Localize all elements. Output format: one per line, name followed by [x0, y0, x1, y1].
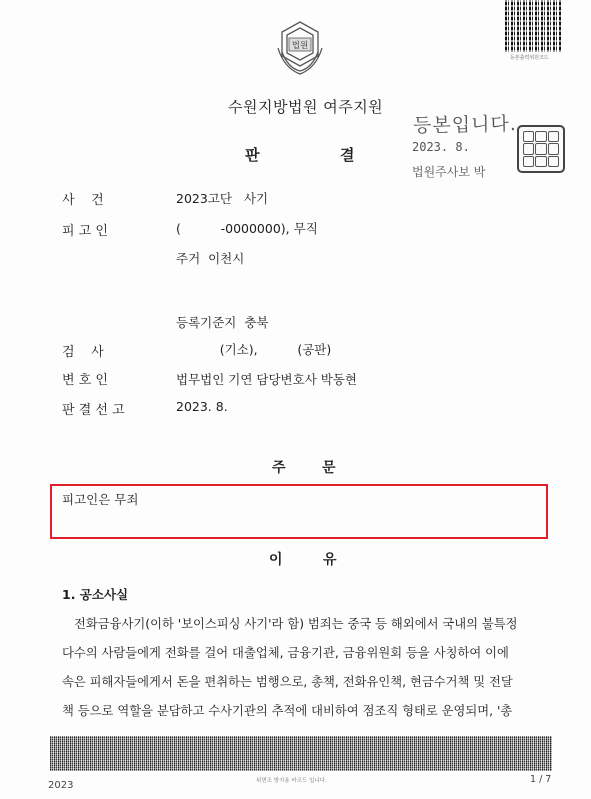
anti-forgery-barcode-top — [505, 0, 561, 52]
certified-copy-clerk: 법원주사보 박 — [412, 165, 486, 179]
verdict-date-label: 판 결 선 고 — [62, 403, 125, 418]
residence-value: 주거 이천시 — [176, 251, 245, 266]
certified-copy-stamp: 등본입니다. — [412, 113, 518, 137]
judgment-title-part1: 판 — [245, 146, 260, 164]
reasons-heading-part1: 이 — [269, 552, 283, 568]
svg-text:법원: 법원 — [291, 41, 309, 51]
counsel-value: 법무법인 기연 담당변호사 박동현 — [176, 372, 357, 387]
paragraph-line: 다수의 사람들에게 전화를 걸어 대출업체, 금융기관, 금융위원회 등을 사칭하여 이에 — [62, 646, 509, 660]
certified-copy-date: 2023. 8. — [412, 140, 470, 154]
footer-year: 2023 — [48, 780, 74, 791]
court-name: 수원지방법원 여주지원 — [228, 98, 384, 116]
barcode-caption: 등본출력위원코드 — [510, 55, 549, 61]
prosecutor-value: (기소), (공판) — [176, 342, 332, 357]
page-number: 1 / 7 — [530, 774, 552, 785]
counsel-label: 변 호 인 — [62, 373, 108, 388]
case-label: 사 건 — [62, 193, 104, 208]
paragraph-line: 속은 피해자들에게서 돈을 편취하는 범행으로, 총책, 전화유인책, 현금수거책 및 전달 — [62, 675, 513, 689]
case-value: 2023고단 사기 — [176, 191, 269, 206]
reasons-heading-part2: 유 — [323, 552, 337, 568]
registered-domicile-value: 등록기준지 충북 — [176, 315, 269, 330]
defendant-label: 피 고 인 — [62, 224, 108, 239]
prosecutor-label: 검 사 — [62, 345, 104, 360]
anti-forgery-barcode-bottom — [50, 736, 552, 771]
paragraph-line: 책 등으로 역할을 분담하고 수사기관의 추적에 대비하여 점조직 형태로 운영되며, '총 — [62, 704, 513, 718]
facts-heading: 1. 공소사실 — [62, 587, 129, 602]
court-emblem-icon — [274, 18, 326, 78]
footer-barcode-caption: 위변조 방지용 바코드 입니다. — [256, 778, 327, 784]
judgment-title-part2: 결 — [340, 146, 355, 164]
official-seal-icon — [517, 125, 565, 173]
defendant-value: ( -0000000), 무직 — [176, 221, 318, 236]
order-heading-part1: 주 — [272, 460, 286, 476]
order-text: 피고인은 무죄 — [62, 492, 139, 507]
order-heading-part2: 문 — [322, 460, 336, 476]
paragraph-line: 전화금융사기(이하 '보이스피싱 사기'라 함) 범죄는 중국 등 해외에서 국내의 불특정 — [74, 617, 518, 631]
verdict-date-value: 2023. 8. — [176, 399, 228, 414]
